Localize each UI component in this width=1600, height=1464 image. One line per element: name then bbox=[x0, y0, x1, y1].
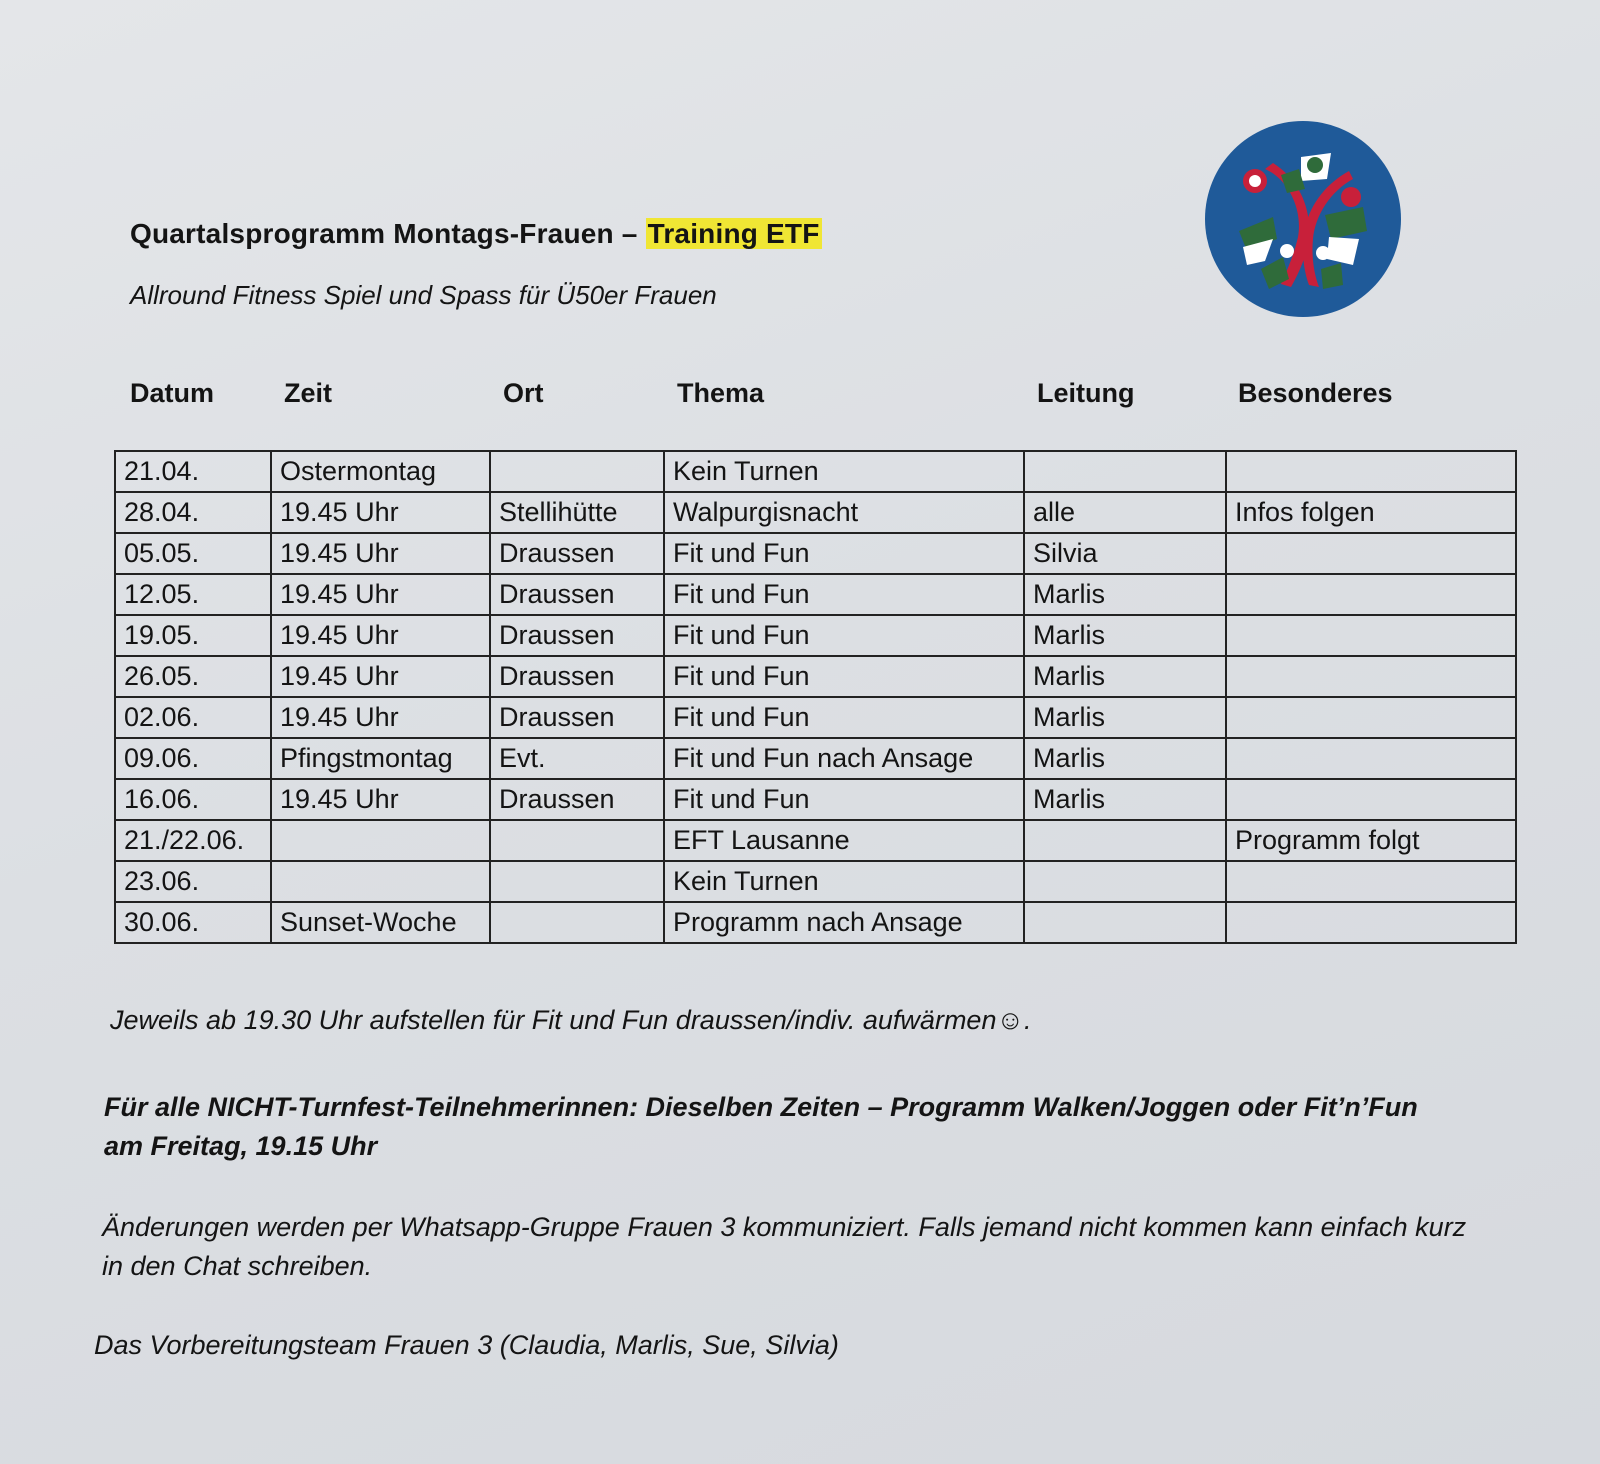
cell-zeit: Pfingstmontag bbox=[271, 738, 490, 779]
cell-datum: 26.05. bbox=[115, 656, 271, 697]
cell-besonderes bbox=[1226, 656, 1516, 697]
cell-zeit: 19.45 Uhr bbox=[271, 492, 490, 533]
cell-leitung: alle bbox=[1024, 492, 1226, 533]
cell-ort bbox=[490, 820, 664, 861]
cell-ort: Draussen bbox=[490, 574, 664, 615]
table-row bbox=[115, 574, 1516, 615]
cell-thema: Walpurgisnacht bbox=[664, 492, 1024, 533]
cell-leitung bbox=[1024, 861, 1226, 902]
cell-ort: Draussen bbox=[490, 697, 664, 738]
cell-ort: Draussen bbox=[490, 533, 664, 574]
cell-datum: 23.06. bbox=[115, 861, 271, 902]
warmup-note: Jeweils ab 19.30 Uhr aufstellen für Fit und Fun draussen/indiv. aufwärmen☺. bbox=[110, 1005, 1032, 1035]
cell-zeit: 19.45 Uhr bbox=[271, 779, 490, 820]
cell-zeit: 19.45 Uhr bbox=[271, 697, 490, 738]
cell-leitung bbox=[1024, 820, 1226, 861]
table-row bbox=[115, 861, 1516, 902]
title-main: Quartalsprogramm Montags-Frauen – bbox=[130, 218, 646, 249]
cell-leitung: Marlis bbox=[1024, 697, 1226, 738]
table-row bbox=[115, 615, 1516, 656]
cell-besonderes bbox=[1226, 697, 1516, 738]
cell-zeit: 19.45 Uhr bbox=[271, 656, 490, 697]
cell-thema: Kein Turnen bbox=[664, 451, 1024, 492]
non-participants-note: Für alle NICHT-Turnfest-Teilnehmerinnen: Dieselben Zeiten – Programm Walken/Joggen oder Fit’n’Fun am Freitag, 19.15 Uhr bbox=[104, 1092, 1418, 1161]
cell-thema: Fit und Fun bbox=[664, 779, 1024, 820]
cell-besonderes bbox=[1226, 738, 1516, 779]
cell-besonderes bbox=[1226, 902, 1516, 943]
cell-leitung: Silvia bbox=[1024, 533, 1226, 574]
col-header-ort: Ort bbox=[503, 378, 544, 408]
cell-thema: Fit und Fun bbox=[664, 697, 1024, 738]
table-row bbox=[115, 533, 1516, 574]
cell-besonderes bbox=[1226, 861, 1516, 902]
cell-besonderes bbox=[1226, 533, 1516, 574]
cell-zeit bbox=[271, 861, 490, 902]
schedule-table bbox=[114, 450, 1517, 944]
cell-zeit bbox=[271, 820, 490, 861]
cell-leitung: Marlis bbox=[1024, 779, 1226, 820]
cell-zeit: Sunset-Woche bbox=[271, 902, 490, 943]
table-row bbox=[115, 738, 1516, 779]
table-row bbox=[115, 697, 1516, 738]
cell-zeit: 19.45 Uhr bbox=[271, 533, 490, 574]
cell-ort: Draussen bbox=[490, 656, 664, 697]
signature: Das Vorbereitungsteam Frauen 3 (Claudia, Marlis, Sue, Silvia) bbox=[94, 1330, 839, 1360]
col-header-datum: Datum bbox=[130, 378, 215, 408]
cell-thema: Fit und Fun bbox=[664, 574, 1024, 615]
cell-besonderes bbox=[1226, 451, 1516, 492]
cell-zeit: Ostermontag bbox=[271, 451, 490, 492]
table-row bbox=[115, 656, 1516, 697]
cell-besonderes bbox=[1226, 779, 1516, 820]
table-row bbox=[115, 820, 1516, 861]
col-header-thema: Thema bbox=[677, 378, 765, 408]
cell-thema: Fit und Fun nach Ansage bbox=[664, 738, 1024, 779]
cell-besonderes bbox=[1226, 615, 1516, 656]
cell-thema: Fit und Fun bbox=[664, 615, 1024, 656]
club-logo-icon bbox=[1203, 119, 1403, 319]
cell-zeit: 19.45 Uhr bbox=[271, 615, 490, 656]
title-highlight: Training ETF bbox=[647, 218, 820, 249]
cell-ort: Stellihütte bbox=[490, 492, 664, 533]
cell-zeit: 19.45 Uhr bbox=[271, 574, 490, 615]
cell-ort bbox=[490, 861, 664, 902]
cell-thema: Kein Turnen bbox=[664, 861, 1024, 902]
cell-thema: Fit und Fun bbox=[664, 656, 1024, 697]
table-row bbox=[115, 779, 1516, 820]
cell-besonderes bbox=[1226, 574, 1516, 615]
col-header-zeit: Zeit bbox=[284, 378, 333, 408]
cell-ort: Evt. bbox=[490, 738, 664, 779]
cell-besonderes: Infos folgen bbox=[1226, 492, 1516, 533]
cell-leitung bbox=[1024, 902, 1226, 943]
cell-datum: 28.04. bbox=[115, 492, 271, 533]
cell-datum: 02.06. bbox=[115, 697, 271, 738]
col-header-besonderes: Besonderes bbox=[1238, 378, 1393, 408]
table-row bbox=[115, 451, 1516, 492]
cell-datum: 09.06. bbox=[115, 738, 271, 779]
cell-datum: 21./22.06. bbox=[115, 820, 271, 861]
cell-leitung bbox=[1024, 451, 1226, 492]
cell-besonderes: Programm folgt bbox=[1226, 820, 1516, 861]
cell-leitung: Marlis bbox=[1024, 738, 1226, 779]
cell-leitung: Marlis bbox=[1024, 615, 1226, 656]
cell-datum: 19.05. bbox=[115, 615, 271, 656]
table-row bbox=[115, 492, 1516, 533]
schedule-body bbox=[115, 451, 1516, 943]
cell-leitung: Marlis bbox=[1024, 656, 1226, 697]
cell-datum: 21.04. bbox=[115, 451, 271, 492]
cell-datum: 16.06. bbox=[115, 779, 271, 820]
cell-ort: Draussen bbox=[490, 615, 664, 656]
cell-thema: Fit und Fun bbox=[664, 533, 1024, 574]
cell-ort bbox=[490, 451, 664, 492]
cell-thema: Programm nach Ansage bbox=[664, 902, 1024, 943]
page-subtitle: Allround Fitness Spiel und Spass für Ü50er Frauen bbox=[130, 280, 717, 310]
changes-note: Änderungen werden per Whatsapp-Gruppe Frauen 3 kommuniziert. Falls jemand nicht kommen kann einfach kurz in den Chat schreiben. bbox=[102, 1212, 1467, 1281]
cell-leitung: Marlis bbox=[1024, 574, 1226, 615]
cell-datum: 12.05. bbox=[115, 574, 271, 615]
page-title bbox=[130, 218, 822, 250]
cell-datum: 05.05. bbox=[115, 533, 271, 574]
cell-ort: Draussen bbox=[490, 779, 664, 820]
col-header-leitung: Leitung bbox=[1037, 378, 1135, 408]
cell-datum: 30.06. bbox=[115, 902, 271, 943]
table-row bbox=[115, 902, 1516, 943]
cell-thema: EFT Lausanne bbox=[664, 820, 1024, 861]
cell-ort bbox=[490, 902, 664, 943]
